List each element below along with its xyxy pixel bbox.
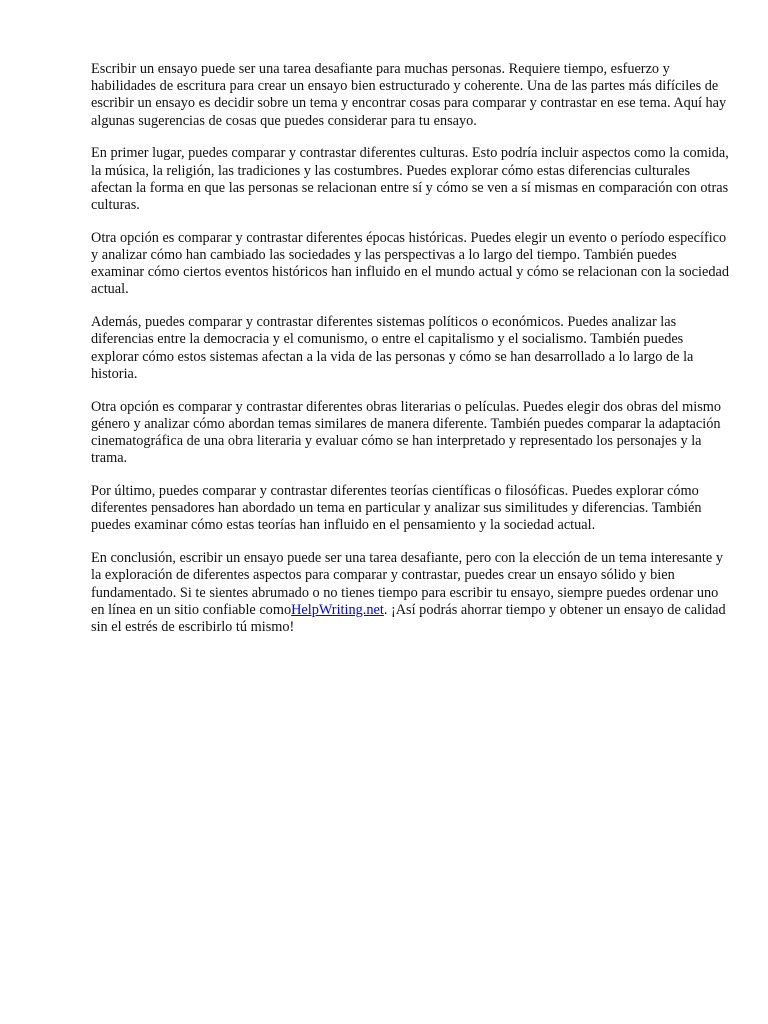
paragraph-theories: Por último, puedes comparar y contrastar diferentes teorías científicas o filosóficas. Puedes explorar cómo diferentes pensadores han abordado un tema en particular y analizar sus similitudes y diferencias. También puedes examinar cómo estas teorías han influido en el pensamiento y la sociedad actual. [91, 483, 702, 534]
conclusion-text-end: . ¡Así podrás ahorrar tiempo y obtener un ensayo de calidad sin el estrés de escribirlo tú mismo! [91, 601, 726, 636]
document-body [91, 61, 731, 652]
paragraph-political-systems: Además, puedes comparar y contrastar diferentes sistemas políticos o económicos. Puedes analizar las diferencias entre la democracia y el comunismo, o entre el capitalismo y el socialismo. También puedes explorar cómo estos sistemas afectan a la vida de las personas y cómo se han desarrollado a lo largo de la historia. [91, 314, 694, 382]
paragraph-literary-works: Otra opción es comparar y contrastar diferentes obras literarias o películas. Puedes elegir dos obras del mismo género y analizar cómo abordan temas similares de manera diferente. También puedes comparar la adaptación cinematográfica de una obra literaria y evaluar cómo se han interpretado y representado los personajes y la trama. [91, 398, 722, 467]
paragraph-conclusion [91, 550, 731, 636]
conclusion-text: En conclusión, escribir un ensayo puede ser una tarea desafiante, pero con la elección de un tema interesante y la exploración de diferentes aspectos para comparar y contrastar, puedes crear un ensayo sólido y bien fundamentado. Si te sientes abrumado o no tienes tiempo para escribir tu ensayo, siempre puedes ordenar uno en línea en un sitio confiable como [91, 550, 723, 618]
paragraph-historical-eras: Otra opción es comparar y contrastar diferentes épocas históricas. Puedes elegir un evento o período específico y analizar cómo han cambiado las sociedades y las perspectivas a lo largo del tiempo. También puedes examinar cómo ciertos eventos históricos han influido en el mundo actual y cómo se relacionan con la sociedad actual. [91, 229, 729, 298]
paragraph-cultures: En primer lugar, puedes comparar y contrastar diferentes culturas. Esto podría incluir aspectos como la comida, la música, la religión, las tradiciones y las costumbres. Puedes explorar cómo estas diferencias culturales afectan la forma en que las personas se relacionan entre sí y cómo se ven a sí mismas en comparación con otras culturas. [91, 145, 729, 214]
paragraph-intro: Escribir un ensayo puede ser una tarea desafiante para muchas personas. Requiere tiempo, esfuerzo y habilidades de escritura para crear un ensayo bien estructurado y coherente. Una de las partes más difíciles de escribir un ensayo es decidir sobre un tema y encontrar cosas para comparar y contrastar en ese tema. Aquí hay algunas sugerencias de cosas que puedes considerar para tu ensayo. [91, 61, 727, 129]
helpwriting-link[interactable]: HelpWriting.net [291, 601, 384, 618]
